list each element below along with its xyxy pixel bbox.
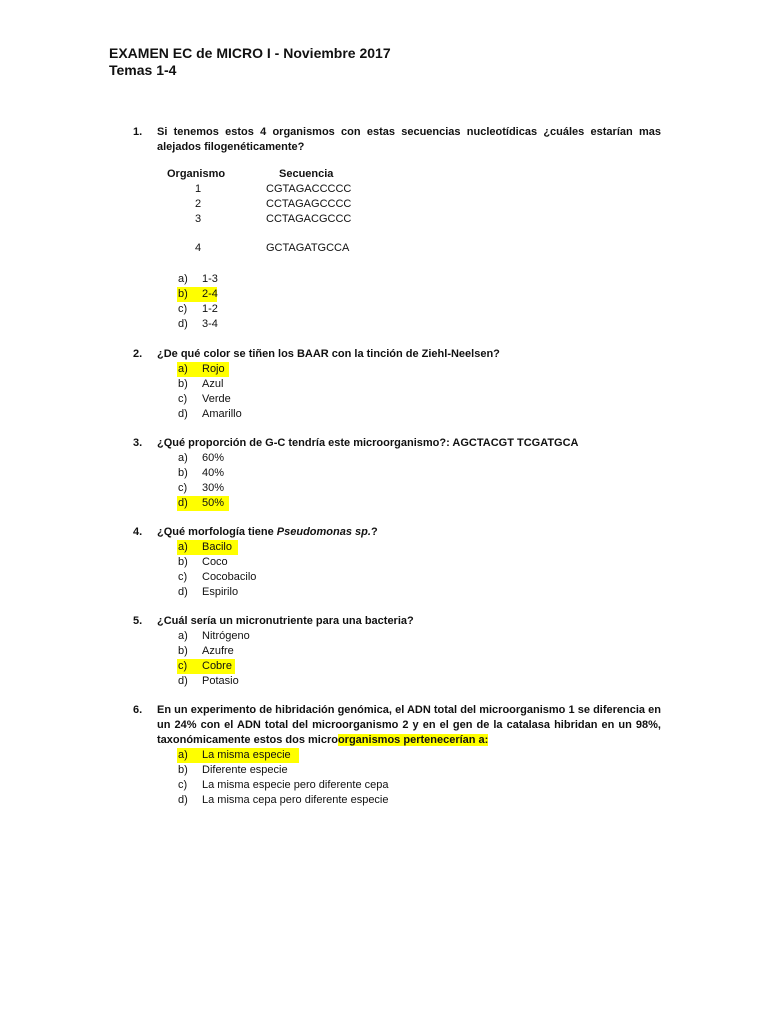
option-text: 50% (202, 497, 225, 509)
table-cell-sequence: CGTAGACCCCC (266, 183, 352, 195)
option-text: 60% (202, 452, 225, 464)
option-c (133, 570, 661, 585)
option-letter: a) (178, 452, 188, 464)
option-b (133, 644, 661, 659)
option-letter: d) (178, 408, 188, 420)
option-a (133, 272, 661, 287)
sequence-table (133, 167, 661, 257)
option-c (133, 481, 661, 496)
question-2 (133, 347, 661, 422)
option-text: Diferente especie (202, 764, 288, 776)
option-text: 2-4 (202, 288, 218, 300)
question-4 (133, 525, 661, 600)
option-b (133, 763, 661, 778)
table-cell-organism: 2 (194, 198, 202, 210)
question-6 (133, 703, 661, 808)
option-letter: b) (178, 645, 188, 657)
option-text: Azul (202, 378, 224, 390)
question-text-part: ? (370, 526, 378, 538)
options-list (133, 451, 661, 511)
option-text: La misma especie (202, 749, 291, 761)
option-c (133, 302, 661, 317)
option-letter: d) (178, 794, 188, 806)
option-letter: c) (178, 303, 188, 315)
option-letter: c) (178, 779, 188, 791)
options-list (133, 362, 661, 422)
option-letter: a) (178, 541, 188, 553)
option-letter: a) (178, 363, 188, 375)
question-number: 3. (133, 437, 143, 449)
option-b (133, 555, 661, 570)
table-cell-organism: 3 (194, 213, 202, 225)
species-name: Pseudomonas sp. (276, 526, 371, 538)
option-a-highlighted (133, 540, 661, 555)
option-letter: b) (178, 467, 188, 479)
option-text: Potasio (202, 675, 239, 687)
option-d-highlighted (133, 496, 661, 511)
table-cell-organism: 1 (194, 183, 202, 195)
question-text: ¿Qué proporción de G-C tendría este microorganismo?: AGCTACGT TCGATGCA (157, 437, 579, 449)
option-b (133, 377, 661, 392)
highlighted-text: organismos pertenecerían a: (337, 734, 489, 746)
option-a (133, 451, 661, 466)
option-text: Espirilo (202, 586, 239, 598)
option-letter: a) (178, 630, 188, 642)
page-header (109, 45, 391, 79)
option-text: Cocobacilo (202, 571, 257, 583)
table-cell-sequence: CCTAGACGCCC (266, 213, 352, 225)
option-b (133, 466, 661, 481)
option-letter: d) (178, 586, 188, 598)
option-text: La misma cepa pero diferente especie (202, 794, 389, 806)
option-letter: b) (178, 378, 188, 390)
option-text: Verde (202, 393, 231, 405)
option-text: 40% (202, 467, 225, 479)
option-text: Cobre (202, 660, 232, 672)
option-text: Azufre (202, 645, 234, 657)
table-cell-sequence: CCTAGAGCCCC (266, 198, 352, 210)
option-letter: c) (178, 393, 188, 405)
question-number: 4. (133, 526, 143, 538)
option-text: 30% (202, 482, 225, 494)
question-number: 5. (133, 615, 143, 627)
option-text: Coco (202, 556, 228, 568)
option-text: Nitrógeno (202, 630, 250, 642)
question-number: 1. (133, 126, 143, 138)
question-number: 6. (133, 704, 143, 716)
option-letter: c) (178, 571, 188, 583)
options-list (133, 272, 661, 332)
option-text: La misma especie pero diferente cepa (202, 779, 389, 791)
option-a (133, 629, 661, 644)
option-d (133, 317, 661, 332)
question-number: 2. (133, 348, 143, 360)
option-letter: b) (178, 288, 188, 300)
question-text-part: ¿Qué morfología tiene (157, 526, 277, 538)
page-subtitle: Temas 1-4 (109, 62, 177, 78)
option-letter: b) (178, 764, 188, 776)
option-a-highlighted (133, 362, 661, 377)
page-title: EXAMEN EC de MICRO I - Noviembre 2017 (109, 45, 391, 61)
option-d (133, 674, 661, 689)
option-d (133, 793, 661, 808)
question-text (157, 703, 661, 748)
option-letter: d) (178, 318, 188, 330)
option-letter: b) (178, 556, 188, 568)
option-text: Bacilo (202, 541, 232, 553)
option-text: Rojo (202, 363, 225, 375)
table-cell-sequence: GCTAGATGCCA (266, 242, 350, 254)
option-c-highlighted (133, 659, 661, 674)
option-text: 3-4 (202, 318, 218, 330)
option-text: 1-2 (202, 303, 218, 315)
option-d (133, 407, 661, 422)
question-text-part: En un experimento de hibridación genómica, el ADN total del microorganismo 1 se diferencia en un 24% con el ADN total del microorganismo 2 y en el gen de la catalasa hibridan en un 98%, taxonómicamente estos dos micro (157, 704, 661, 746)
option-c (133, 392, 661, 407)
option-a-highlighted (133, 748, 661, 763)
options-list (133, 748, 661, 808)
option-letter: a) (178, 749, 188, 761)
table-header-organismo: Organismo (167, 168, 226, 180)
option-text: 1-3 (202, 273, 218, 285)
options-list (133, 629, 661, 689)
option-text: Amarillo (202, 408, 242, 420)
option-b-highlighted (133, 287, 661, 302)
option-letter: d) (178, 675, 188, 687)
table-cell-organism: 4 (194, 242, 202, 254)
option-letter: c) (178, 660, 188, 672)
table-header-secuencia: Secuencia (279, 168, 334, 180)
question-text (157, 525, 661, 540)
options-list (133, 540, 661, 600)
option-letter: a) (178, 273, 188, 285)
option-letter: d) (178, 497, 188, 509)
question-text: ¿Cuál sería un micronutriente para una bacteria? (157, 615, 414, 627)
question-5 (133, 614, 661, 689)
option-c (133, 778, 661, 793)
option-letter: c) (178, 482, 188, 494)
question-3 (133, 436, 661, 511)
question-text: ¿De qué color se tiñen los BAAR con la tinción de Ziehl-Neelsen? (157, 348, 500, 360)
question-1 (133, 125, 661, 332)
option-d (133, 585, 661, 600)
question-text: Si tenemos estos 4 organismos con estas secuencias nucleotídicas ¿cuáles estarían mas alejados filogenéticamente? (157, 126, 661, 153)
